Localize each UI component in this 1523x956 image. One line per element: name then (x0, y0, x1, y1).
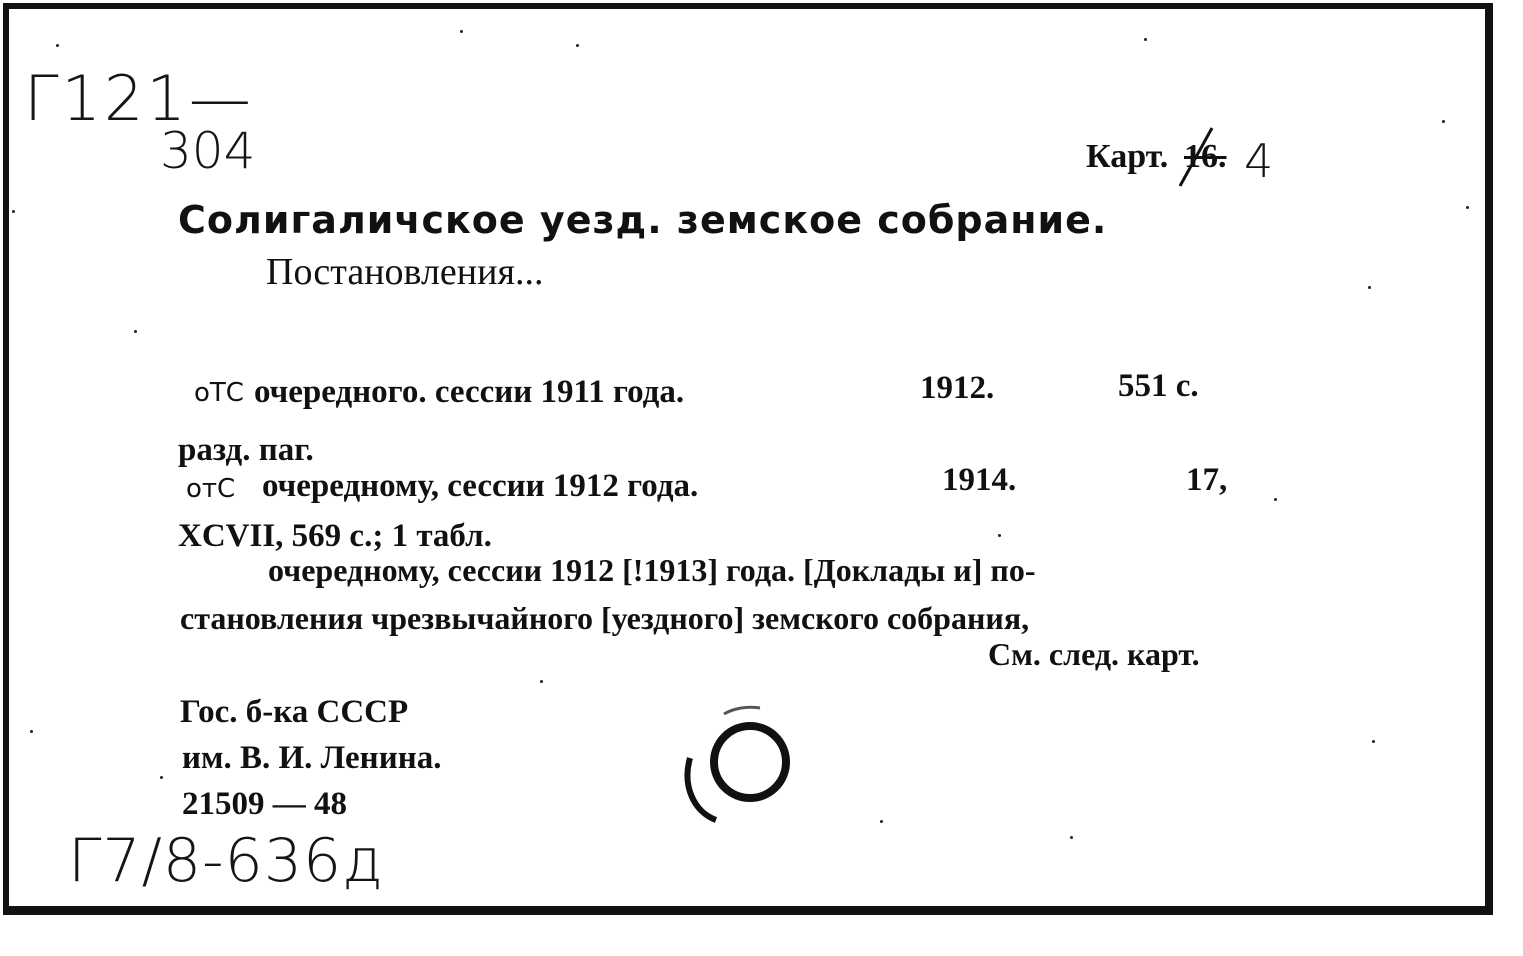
catalog-number: 21509 — 48 (182, 786, 347, 822)
scan-speck (160, 776, 163, 779)
handwritten-shelf-code: Г121— (24, 62, 254, 135)
handwritten-prefix-2: отС (186, 474, 236, 504)
document-subtitle: Постановления... (266, 251, 544, 293)
entry-1-session: очередного. сессии 1911 года. (254, 374, 685, 410)
handwritten-shelf-number: 304 (160, 122, 256, 180)
strike-stroke-icon (1176, 124, 1216, 190)
scan-speck (1070, 836, 1073, 839)
scan-speck (56, 44, 59, 47)
scan-speck (1372, 740, 1375, 743)
handwritten-inventory-code: Г7/8-636д (68, 826, 384, 896)
handwritten-card-number: 4 (1244, 134, 1274, 188)
scan-speck (576, 44, 579, 47)
note-line-3: См. след. карт. (988, 636, 1200, 672)
entry-2-year: 1914. (942, 462, 1017, 498)
entry-2-pages: 17, (1186, 462, 1228, 498)
entry-2-continuation: XCVII, 569 с.; 1 табл. (178, 518, 492, 554)
card-label-struck: 16. (1184, 138, 1227, 175)
scan-speck (30, 730, 33, 733)
document-title: Солигаличское уезд. земское собрание. (178, 198, 1108, 242)
scan-speck (1144, 38, 1147, 41)
note-line-1: очередному, сессии 1912 [!1913] года. [Доклады и] по- (268, 552, 1036, 588)
scan-speck (1368, 286, 1371, 289)
scan-speck (998, 534, 1001, 537)
scan-speck (460, 30, 463, 33)
scan-speck (1466, 206, 1469, 209)
library-name: Гос. б-ка СССР (180, 694, 409, 730)
scan-speck (12, 210, 15, 213)
scan-speck (134, 330, 137, 333)
entry-1-continuation: разд. паг. (178, 432, 314, 468)
note-line-2: становления чрезвычайного [уездного] земского собрания, (180, 600, 1030, 636)
scan-speck (540, 680, 543, 683)
library-subname: им. В. И. Ленина. (182, 740, 442, 776)
entry-2-session: очередному, сессии 1912 года. (262, 468, 699, 504)
handwritten-prefix-1: оТС (194, 378, 244, 408)
entry-1-year: 1912. (920, 370, 995, 406)
card-label: Карт. (1086, 138, 1169, 175)
scan-speck (1442, 120, 1445, 123)
scan-speck (1274, 498, 1277, 501)
scan-speck (880, 820, 883, 823)
entry-1-pages: 551 с. (1118, 368, 1199, 404)
punch-hole-icon (668, 700, 798, 830)
